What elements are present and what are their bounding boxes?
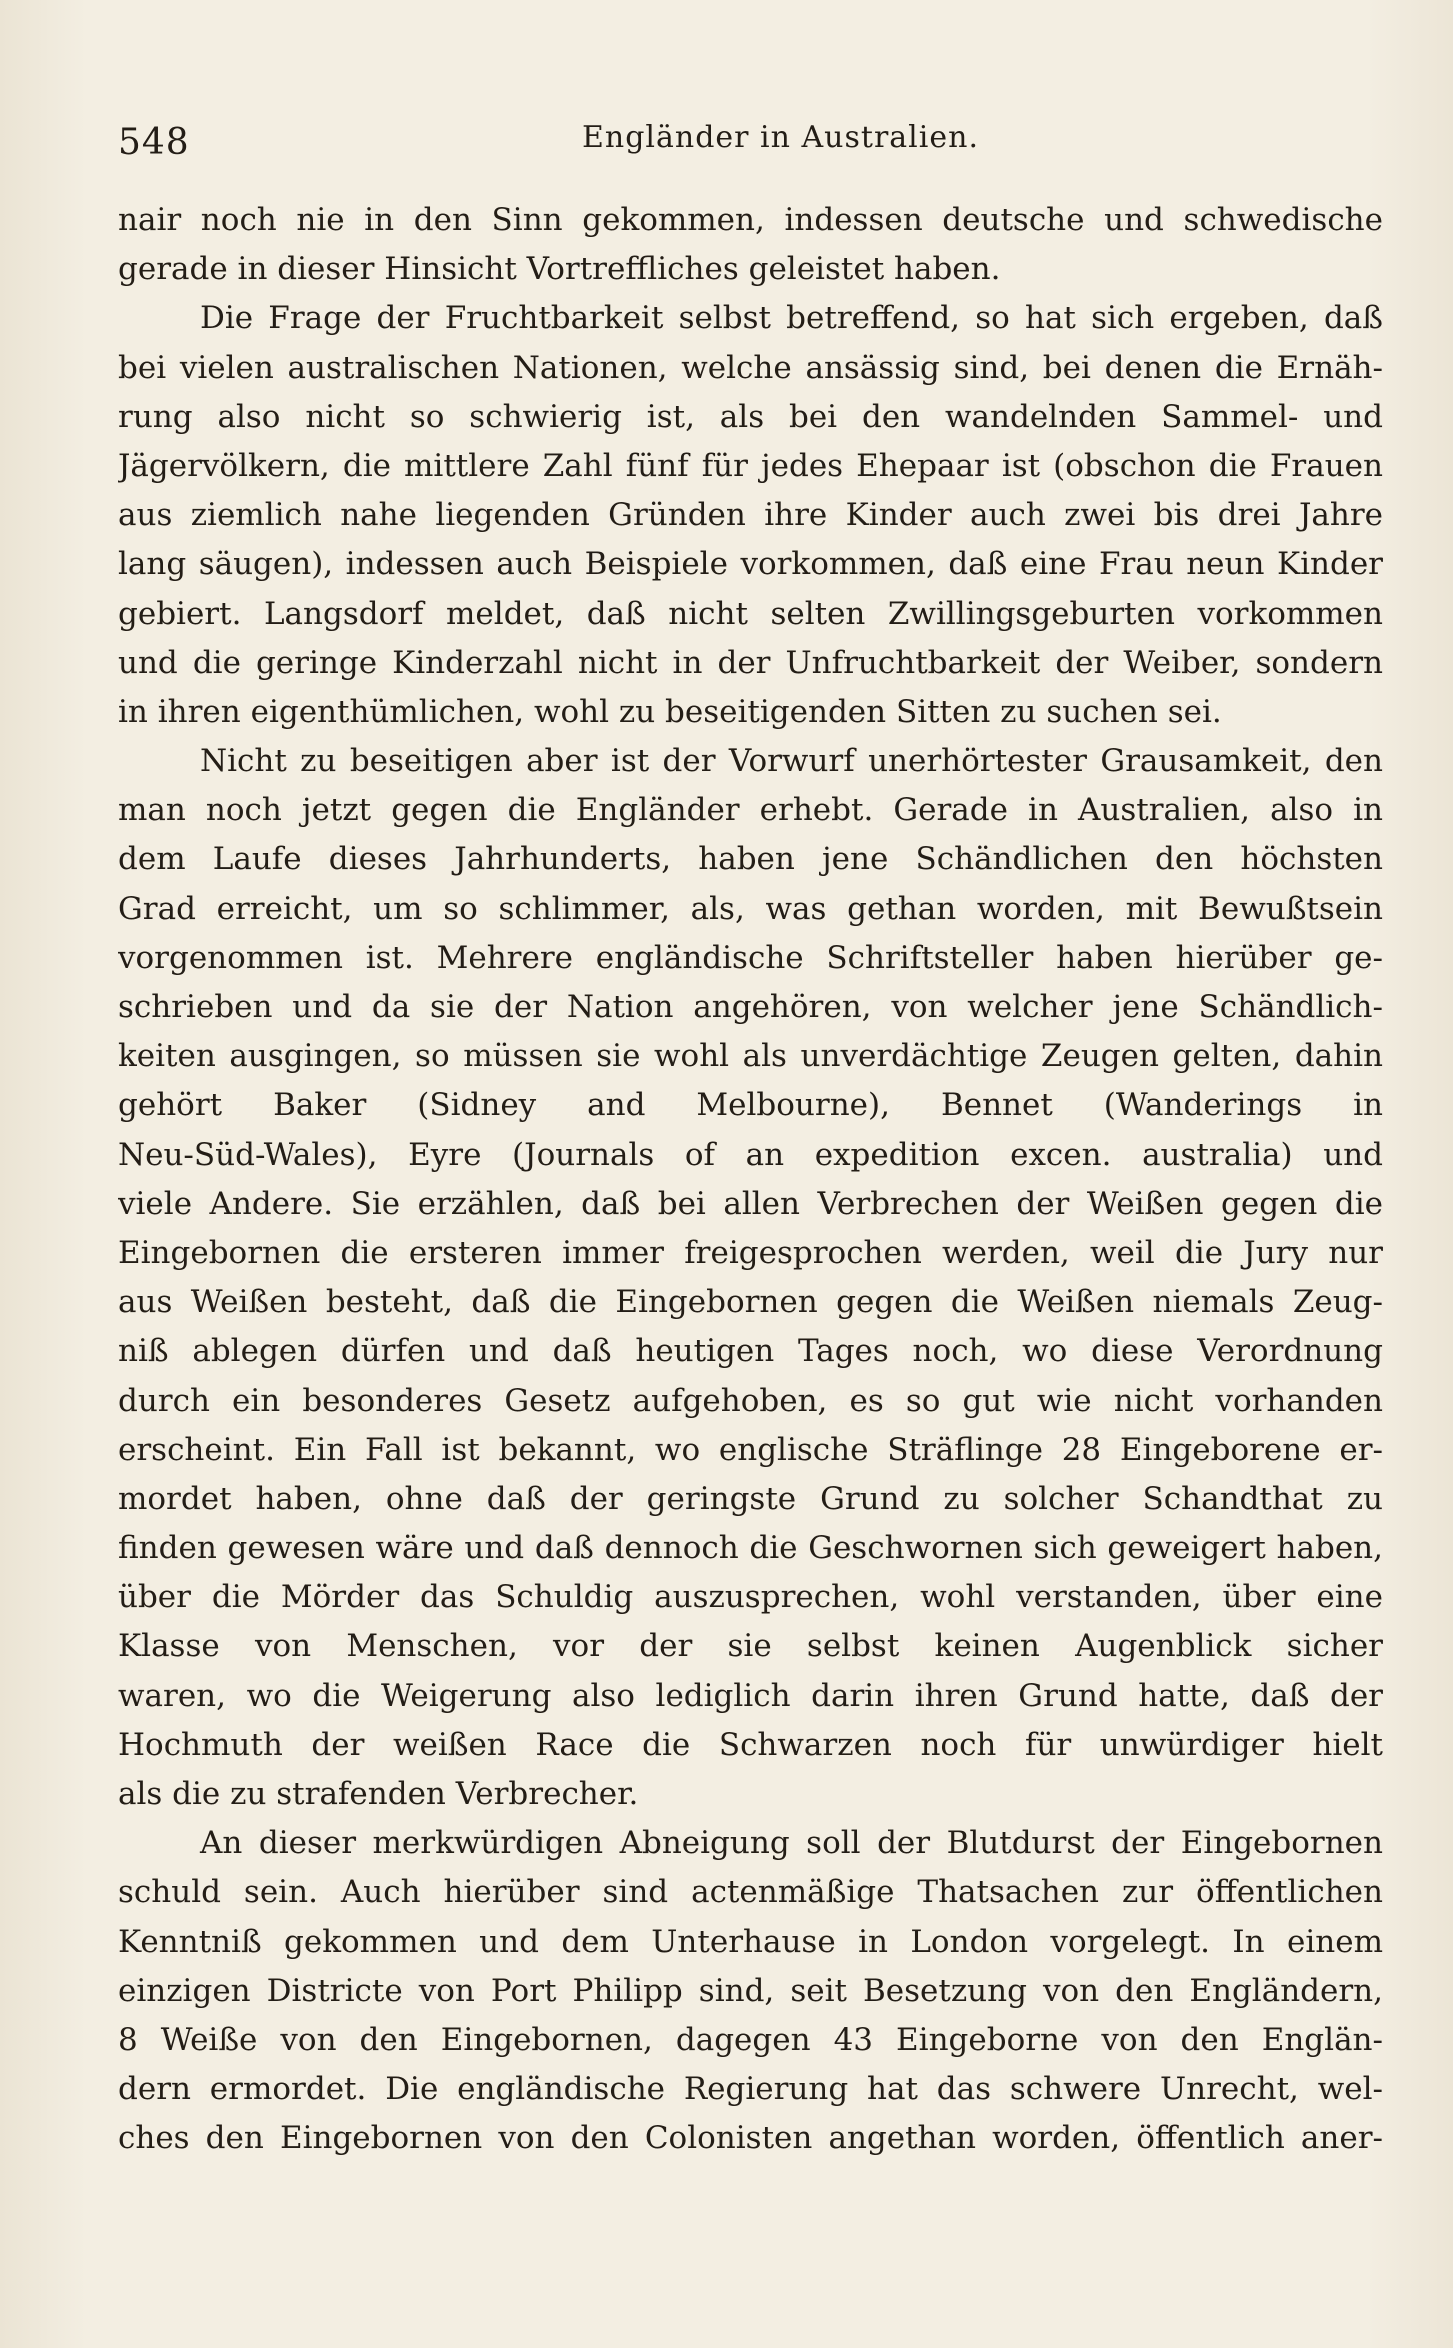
text-line: schuld sein. Auch hierüber sind actenmäßige Thatsachen zur öffentlichen	[118, 1874, 1383, 1911]
text-line: rung also nicht so schwierig ist, als bei den wandelnden Sammel- und	[118, 398, 1383, 435]
text-line: gehört Baker (Sidney and Melbourne), Bennet (Wanderings in	[118, 1087, 1383, 1124]
text-line: An dieser merkwürdigen Abneigung soll der Blutdurst der Eingebornen	[200, 1825, 1383, 1862]
text-line: Grad erreicht, um so schlimmer, als, was gethan worden, mit Bewußtsein	[118, 890, 1383, 927]
text-line: nair noch nie in den Sinn gekommen, indessen deutsche und schwedische	[118, 202, 1383, 238]
text-line: lang säugen), indessen auch Beispiele vorkommen, daß eine Frau neun Kinder	[118, 546, 1383, 583]
text-line: 8 Weiße von den Eingebornen, dagegen 43 Eingeborne von den Englän-	[118, 2021, 1383, 2058]
text-line: ches den Eingebornen von den Colonisten angethan worden, öffentlich aner-	[118, 2120, 1383, 2157]
text-line: finden gewesen wäre und daß dennoch die Geschwornen sich geweigert haben,	[118, 1530, 1383, 1567]
text-line: mordet haben, ohne daß der geringste Grund zu solcher Schandthat zu	[118, 1480, 1383, 1517]
text-line: einzigen Districte von Port Philipp sind, seit Besetzung von den Engländern,	[118, 1972, 1383, 2009]
text-line: aus ziemlich nahe liegenden Gründen ihre Kinder auch zwei bis drei Jahre	[118, 497, 1383, 534]
text-line: und die geringe Kinderzahl nicht in der Unfruchtbarkeit der Weiber, sondern	[118, 644, 1383, 681]
text-line: viele Andere. Sie erzählen, daß bei allen Verbrechen der Weißen gegen die	[118, 1185, 1383, 1222]
text-line: durch ein besonderes Gesetz aufgehoben, es so gut wie nicht vorhanden	[118, 1382, 1383, 1419]
text-line: Kenntniß gekommen und dem Unterhause in London vorgelegt. In einem	[118, 1923, 1383, 1960]
page-number: 548	[118, 122, 190, 163]
text-line: erscheint. Ein Fall ist bekannt, wo englische Sträflinge 28 Eingeborene er-	[118, 1431, 1383, 1468]
text-line: Jägervölkern, die mittlere Zahl fünf für jedes Ehepaar ist (obschon die Frauen	[118, 447, 1383, 484]
text-line: über die Mörder das Schuldig auszusprechen, wohl verstanden, über eine	[118, 1579, 1383, 1616]
text-line: vorgenommen ist. Mehrere engländische Schriftsteller haben hierüber ge-	[118, 939, 1383, 976]
text-line: als die zu strafenden Verbrecher.	[118, 1776, 639, 1812]
text-line: niß ablegen dürfen und daß heutigen Tages noch, wo diese Verordnung	[118, 1333, 1383, 1370]
text-line: schrieben und da sie der Nation angehören, von welcher jene Schändlich-	[118, 989, 1383, 1025]
text-line: aus Weißen besteht, daß die Eingebornen gegen die Weißen niemals Zeug-	[118, 1284, 1383, 1321]
text-line: bei vielen australischen Nationen, welche ansässig sind, bei denen die Ernäh-	[118, 349, 1383, 386]
text-line: Hochmuth der weißen Race die Schwarzen noch für unwürdiger hielt	[118, 1726, 1383, 1763]
text-line: keiten ausgingen, so müssen sie wohl als unverdächtige Zeugen gelten, dahin	[118, 1038, 1383, 1075]
body-text	[118, 196, 1383, 2164]
text-line: Die Frage der Fruchtbarkeit selbst betreffend, so hat sich ergeben, daß	[200, 300, 1383, 337]
text-line: gerade in dieser Hinsicht Vortreffliches geleistet haben.	[118, 251, 1001, 288]
text-line: in ihren eigenthümlichen, wohl zu beseitigenden Sitten zu suchen sei.	[118, 693, 1222, 730]
page-header	[118, 110, 1383, 170]
text-line: Nicht zu beseitigen aber ist der Vorwurf unerhörtester Grausamkeit, den	[200, 743, 1383, 780]
text-line: man noch jetzt gegen die Engländer erhebt. Gerade in Australien, also in	[118, 792, 1383, 829]
text-line: Klasse von Menschen, vor der sie selbst keinen Augenblick sicher	[118, 1628, 1383, 1665]
text-line: gebiert. Langsdorf meldet, daß nicht selten Zwillingsgeburten vorkommen	[118, 595, 1383, 632]
running-title: Engländer in Australien.	[582, 120, 979, 155]
text-line: waren, wo die Weigerung also lediglich darin ihren Grund hatte, daß der	[118, 1677, 1383, 1714]
text-line: Neu-Süd-Wales), Eyre (Journals of an expedition excen. australia) und	[118, 1136, 1383, 1173]
text-line: dem Laufe dieses Jahrhunderts, haben jene Schändlichen den höchsten	[118, 841, 1383, 878]
text-line: Eingebornen die ersteren immer freigesprochen werden, weil die Jury nur	[118, 1234, 1383, 1271]
text-line: dern ermordet. Die engländische Regierung hat das schwere Unrecht, wel-	[118, 2071, 1383, 2108]
